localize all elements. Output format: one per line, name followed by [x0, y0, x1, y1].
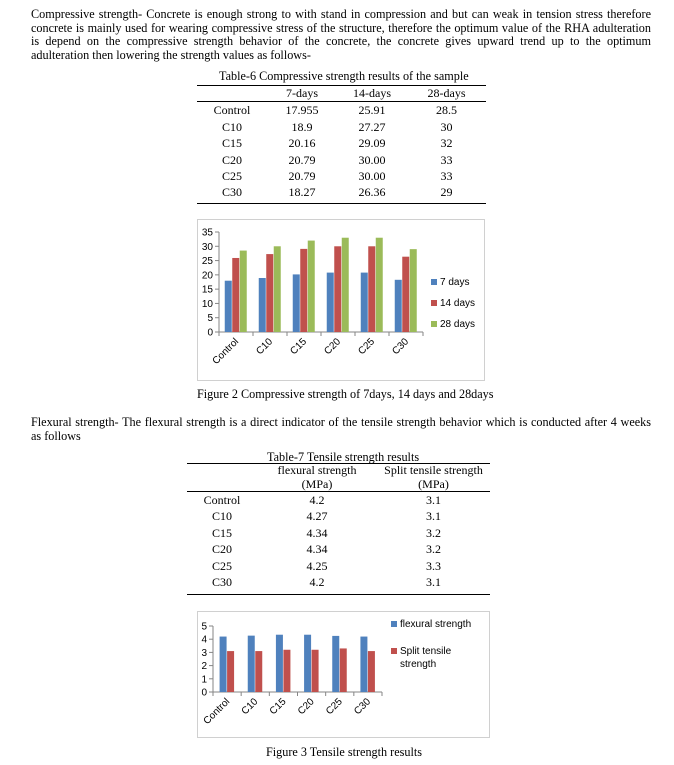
table7-cell: 3.1	[426, 509, 441, 524]
bar-split-tensile-strength	[283, 650, 290, 692]
y-tick-label: 10	[201, 298, 213, 310]
bar-28-days	[342, 238, 349, 332]
table6-row	[197, 135, 486, 151]
table6-cell: 25.91	[358, 103, 386, 118]
x-category-label: C20	[322, 336, 344, 358]
legend-label: flexural strength	[400, 619, 472, 630]
table7-header-cell: flexural strength	[277, 463, 357, 477]
x-category-label: C15	[267, 696, 289, 718]
bar-7-days	[293, 274, 300, 332]
legend-swatch	[431, 279, 437, 285]
legend-swatch	[391, 648, 397, 654]
bar-split-tensile-strength	[255, 651, 262, 692]
table6-cell: 18.27	[288, 185, 316, 200]
bar-split-tensile-strength	[368, 651, 375, 692]
table6	[197, 85, 486, 201]
x-category-label: Control	[210, 336, 242, 367]
table7-row	[187, 541, 490, 557]
bar-28-days	[410, 249, 417, 332]
table6-cell: 26.36	[358, 185, 386, 200]
legend-label: 28 days	[440, 319, 476, 330]
table7-cell: C30	[211, 575, 232, 590]
y-tick-label: 0	[201, 687, 207, 699]
table7-cell: 4.2	[309, 575, 325, 590]
bar-7-days	[361, 273, 368, 332]
table7-row	[187, 574, 490, 590]
table7-row	[187, 558, 490, 574]
bar-28-days	[376, 238, 383, 332]
y-tick-label: 2	[201, 661, 207, 673]
y-tick-label: 0	[207, 327, 213, 339]
table7-cell: 3.1	[426, 493, 441, 507]
x-category-label: C10	[254, 336, 276, 358]
bar-flexural-strength	[248, 636, 255, 692]
x-category-label: C15	[288, 336, 310, 358]
table7-row	[187, 492, 490, 509]
table6-cell: 33	[440, 152, 453, 167]
table6-title: Table-6 Compressive strength results of the sample	[219, 69, 469, 83]
x-category-label: C30	[352, 696, 374, 718]
table6-cell: C10	[221, 119, 242, 134]
bar-flexural-strength	[220, 637, 227, 692]
table6-bottom-rule	[197, 203, 486, 204]
bar-14-days	[402, 257, 409, 332]
figure3-caption: Figure 3 Tensile strength results	[266, 745, 422, 759]
x-category-label: C10	[239, 696, 261, 718]
table6-cell: 20.79	[288, 169, 316, 184]
intro-paragraph: Compressive strength- Concrete is enough strong to with stand in compression and but can weak in tension stress therefore concrete is mainly used for wearing compressive stress of the structure, therefore the optimum value of the RHA adulteration is depend on the compressive strength behavior of the concrete, the concrete gives upward trend up to the optimum adulteration then lowering the strength values as follows-	[31, 7, 651, 62]
table7-cell: 3.1	[426, 575, 441, 590]
table7-row	[187, 508, 490, 524]
table6-cell: C25	[221, 169, 242, 184]
table7-cell: Control	[203, 493, 241, 507]
bar-split-tensile-strength	[227, 651, 234, 692]
bar-28-days	[240, 251, 247, 332]
table6-cell: 20.79	[288, 152, 316, 167]
y-tick-label: 30	[201, 241, 213, 253]
table6-cell: 28.5	[436, 103, 457, 118]
table7-cell: 3.3	[426, 558, 441, 573]
table6-header-row	[197, 85, 486, 102]
table6-cell: 30.00	[358, 152, 386, 167]
compressive-strength-chart	[197, 219, 485, 381]
bar-14-days	[334, 246, 341, 332]
table6-header-cell: 14-days	[353, 86, 391, 100]
table6-header-cell: 7-days	[286, 86, 318, 100]
table6-header-cell: 28-days	[427, 86, 466, 100]
table7-cell: C15	[211, 525, 232, 540]
bar-14-days	[266, 254, 273, 332]
table6-cell: 33	[440, 169, 453, 184]
table7-header-cell: Split tensile strength	[384, 463, 483, 477]
table6-cell: 30	[440, 119, 453, 134]
legend-swatch	[391, 621, 397, 627]
figure2-caption: Figure 2 Compressive strength of 7days, 14 days and 28days	[197, 387, 494, 401]
table6-cell: 32	[440, 136, 453, 151]
table7-cell: 4.34	[306, 542, 328, 557]
table7-cell: 4.34	[306, 525, 328, 540]
bar-flexural-strength	[360, 637, 367, 692]
table6-cell: 18.9	[291, 119, 313, 134]
table6-header-cell	[197, 85, 267, 102]
table6-cell: Control	[213, 103, 251, 118]
flexural-paragraph: Flexural strength- The flexural strength is a direct indicator of the tensile strength behavior which is conducted after 4 weeks as follows	[31, 415, 651, 443]
x-category-label: C30	[390, 336, 412, 358]
y-tick-label: 35	[201, 227, 213, 239]
bar-28-days	[308, 241, 315, 332]
table7-cell: 4.27	[306, 509, 328, 524]
table6-cell: 17.955	[285, 103, 319, 118]
legend-swatch	[431, 300, 437, 306]
legend-label: Split tensile	[400, 646, 452, 657]
legend-label: 14 days	[440, 298, 476, 309]
table6-cell: 30.00	[358, 169, 386, 184]
bar-flexural-strength	[276, 635, 283, 692]
table7-cell: 3.2	[426, 542, 441, 557]
tensile-strength-chart	[197, 611, 490, 738]
bar-14-days	[368, 246, 375, 332]
table6-cell: 27.27	[358, 119, 386, 134]
y-tick-label: 4	[201, 634, 207, 646]
table7-cell: 4.2	[309, 493, 325, 507]
bar-7-days	[225, 281, 232, 332]
legend-label: 7 days	[440, 277, 470, 288]
bar-14-days	[232, 258, 239, 332]
table6-row	[197, 152, 486, 168]
x-category-label: C25	[356, 336, 378, 358]
table7-cell: 4.25	[306, 558, 328, 573]
legend-label: strength	[400, 659, 437, 670]
table7-cell: C20	[211, 542, 232, 557]
table7-cell: C25	[211, 558, 232, 573]
table6-cell: C20	[221, 152, 242, 167]
y-tick-label: 3	[201, 647, 207, 659]
x-category-label: C20	[295, 696, 317, 718]
table7-row	[187, 525, 490, 541]
bar-7-days	[395, 280, 402, 332]
bar-7-days	[327, 273, 334, 332]
table6-row	[197, 184, 486, 200]
legend-swatch	[431, 321, 437, 327]
table7-header-row	[187, 463, 490, 477]
y-tick-label: 5	[201, 621, 207, 633]
bar-split-tensile-strength	[312, 650, 319, 692]
y-tick-label: 20	[201, 270, 213, 282]
x-category-label: C25	[324, 696, 345, 718]
table6-cell: 29.09	[358, 136, 386, 151]
bar-split-tensile-strength	[340, 648, 347, 692]
table7-cell: C10	[211, 509, 232, 524]
y-tick-label: 1	[201, 674, 207, 686]
table6-cell: 20.16	[288, 136, 316, 151]
table7	[187, 463, 490, 590]
y-tick-label: 25	[201, 256, 213, 268]
y-tick-label: 15	[201, 284, 213, 296]
x-category-label: Control	[201, 696, 233, 727]
table7-bottom-rule	[187, 594, 490, 595]
table6-row	[197, 102, 486, 119]
table6-cell: C15	[221, 136, 242, 151]
bar-28-days	[274, 246, 281, 332]
table6-cell: 29	[440, 185, 453, 200]
table7-header-unit: (MPa)	[301, 477, 333, 491]
table7-header-row	[187, 477, 490, 492]
table7-header-unit: (MPa)	[418, 477, 449, 491]
table6-row	[197, 119, 486, 135]
table6-row	[197, 168, 486, 184]
bar-flexural-strength	[332, 636, 339, 692]
y-tick-label: 5	[207, 313, 213, 325]
table7-title: Table-7 Tensile strength results	[267, 450, 420, 464]
bar-14-days	[300, 249, 307, 332]
table6-cell: C30	[221, 185, 242, 200]
table7-cell: 3.2	[426, 525, 441, 540]
bar-flexural-strength	[304, 635, 311, 692]
bar-7-days	[259, 278, 266, 332]
